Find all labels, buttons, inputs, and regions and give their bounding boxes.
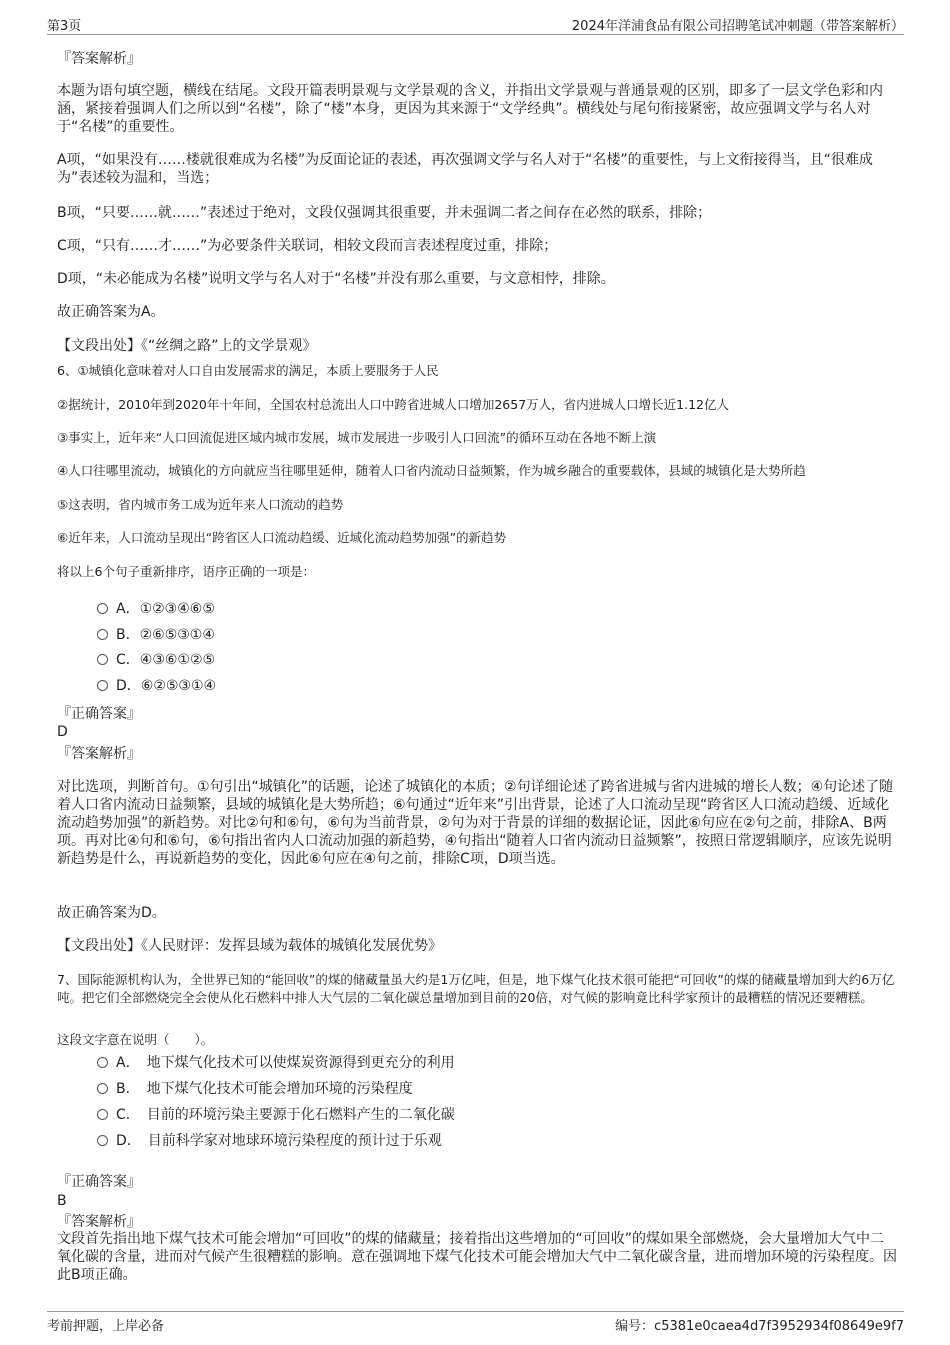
radio-icon[interactable]: [97, 629, 108, 640]
radio-icon[interactable]: [97, 1057, 108, 1068]
q5-source: 【文段出处】《“丝绸之路”上的文学景观》: [57, 338, 317, 354]
q7-answer: B: [57, 1193, 67, 1209]
q6-option-c[interactable]: C．④③⑥①②⑤: [97, 651, 215, 669]
q7-option-d[interactable]: D． 目前科学家对地球环境污染程度的预计过于乐观: [97, 1132, 442, 1150]
document-title: 2024年洋浦食品有限公司招聘笔试冲刺题（带答案解析）: [571, 19, 904, 34]
document-id: 编号：c5381e0caea4d7f3952934f08649e9f7: [615, 1319, 904, 1334]
q6-answer: D: [57, 724, 68, 740]
q6-answer-label: 『正确答案』: [57, 706, 141, 722]
page-header: [47, 14, 904, 35]
q5-analysis-option-d: D项，“未必能成为名楼”说明文学与名人对于“名楼”并没有那么重要，与文意相悖，排除。: [57, 271, 615, 287]
q6-sentence-5: ⑤这表明，省内城市务工成为近年来人口流动的趋势: [57, 497, 344, 512]
q6-source: 【文段出处】《人民财评：发挥县域为载体的城镇化发展优势》: [57, 938, 442, 954]
radio-icon[interactable]: [97, 603, 108, 614]
q5-analysis-option-c: C项，“只有……才……”为必要条件关联词，相较文段而言表述程度过重，排除；: [57, 238, 558, 254]
radio-icon[interactable]: [97, 1135, 108, 1146]
radio-icon[interactable]: [97, 1109, 108, 1120]
q7-prompt: 这段文字意在说明（ ）。: [57, 1032, 214, 1047]
q7-option-c[interactable]: C． 目前的环境污染主要源于化石燃料产生的二氧化碳: [97, 1106, 455, 1124]
q6-sentence-1: 6、①城镇化意味着对人口自由发展需求的满足，本质上要服务于人民: [57, 363, 439, 378]
q5-analysis-option-b: B项，“只要……就……”表述过于绝对，文段仅强调其很重要，并未强调二者之间存在必然的联系，排除；: [57, 205, 712, 221]
q6-analysis: 对比选项，判断首句。①句引出“城镇化”的话题，论述了城镇化的本质；②句详细论述了跨省进城与省内进城的增长人数；④句论述了随着人口省内流动日益频繁，县域的城镇化是大势所趋；⑥句通过“近年来”引出背景，论述了人口流动呈现“跨省区人口流动趋缓、近域化流动趋势加强”的新趋势。对比②句和⑥句，⑥句为当前背景，②句为对于背景的详细的数据论证，因此⑥句应在②句之前，排除A、B两项。再对比④句和⑥句，⑥句指出省内人口流动加强的新趋势，④句指出“随着人口省内流动日益频繁”，按照日常逻辑顺序，应该先说明新趋势是什么，再说新趋势的变化，因此⑥句应在④句之前，排除C项，D项当选。: [57, 779, 894, 867]
radio-icon[interactable]: [97, 680, 108, 691]
q7-analysis-label: 『答案解析』: [57, 1214, 141, 1230]
radio-icon[interactable]: [97, 654, 108, 665]
q6-sentence-2: ②据统计，2010年到2020年十年间，全国农村总流出人口中跨省进城人口增加2657万人，省内进城人口增长近1.12亿人: [57, 397, 729, 412]
page-number: 第3页: [47, 19, 82, 34]
footer-slogan: 考前押题，上岸必备: [47, 1319, 165, 1334]
radio-icon[interactable]: [97, 1083, 108, 1094]
q6-option-d[interactable]: D．⑥②⑤③①④: [97, 677, 216, 695]
page-footer: [47, 1311, 904, 1334]
q6-conclusion: 故正确答案为D。: [57, 905, 166, 921]
q5-analysis-p1: 本题为语句填空题，横线在结尾。文段开篇表明景观与文学景观的含义，并指出文学景观与普通景观的区别，即多了一层文学色彩和内涵，紧接着强调人们之所以到“名楼”，除了“楼”本身，更因为其来源于“文学经典”。横线处与尾句衔接紧密，故应强调文学与名人对于“名楼”的重要性。: [57, 83, 883, 135]
q6-option-b[interactable]: B．②⑥⑤③①④: [97, 626, 215, 644]
q6-sentence-3: ③事实上，近年来“人口回流促进区域内城市发展，城市发展进一步吸引人口回流”的循环互动在各地不断上演: [57, 430, 657, 445]
q6-prompt: 将以上6个句子重新排序，语序正确的一项是：: [57, 564, 315, 579]
q6-analysis-label: 『答案解析』: [57, 746, 141, 762]
q7-option-b[interactable]: B． 地下煤气化技术可能会增加环境的污染程度: [97, 1080, 413, 1098]
q5-analysis-option-a: A项，“如果没有……楼就很难成为名楼”为反面论证的表述，再次强调文学与名人对于“名楼”的重要性，与上文衔接得当，且“很难成为”表述较为温和，当选；: [57, 152, 873, 186]
q5-conclusion: 故正确答案为A。: [57, 304, 165, 320]
q6-sentence-6: ⑥近年来，人口流动呈现出“跨省区人口流动趋缓、近域化流动趋势加强”的新趋势: [57, 530, 507, 545]
q7-option-a[interactable]: A． 地下煤气化技术可以使煤炭资源得到更充分的利用: [97, 1054, 455, 1072]
q7-stem: 7、国际能源机构认为，全世界已知的“能回收”的煤的储藏量虽大约是1万亿吨，但是，地下煤气化技术很可能把“可回收”的煤的储藏量增加到大约6万亿吨。把它们全部燃烧完全会使从化石燃料中排人大气层的二氧化碳总量增加到目前的20倍，对气候的影响竟比科学家预计的最糟糕的情况还要糟糕。: [57, 972, 895, 1005]
q6-sentence-4: ④人口往哪里流动，城镇化的方向就应当往哪里延伸，随着人口省内流动日益频繁，作为城乡融合的重要载体，县域的城镇化是大势所趋: [57, 463, 806, 478]
q6-option-a[interactable]: A．①②③④⑥⑤: [97, 600, 215, 618]
q5-analysis-label: 『答案解析』: [57, 51, 141, 67]
q7-answer-label: 『正确答案』: [57, 1174, 141, 1190]
q7-analysis: 文段首先指出地下煤气技术可能会增加“可回收”的煤的储藏量；接着指出这些增加的“可回收”的煤如果全部燃烧，会大量增加大气中二氧化碳的含量，进而对气候产生很糟糕的影响。意在强调地下煤气化技术可能会增加大气中二氧化碳含量，进而增加环境的污染程度。因此B项正确。: [57, 1231, 897, 1283]
